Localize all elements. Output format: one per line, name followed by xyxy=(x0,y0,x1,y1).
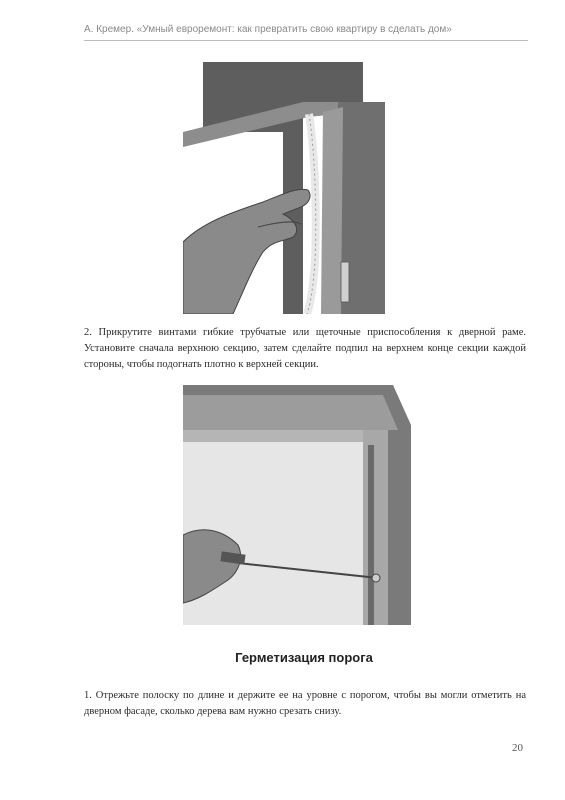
paragraph-step-2: 2. Прикрутите винтами гибкие трубчатые или щеточные приспособления к дверной раме. Установите сначала верхнюю секцию, затем сделайте подпил на верхнем конце секции каждой стороны, чтобы подогнать плотно к верхней секции. xyxy=(84,327,526,370)
door-strip-illustration xyxy=(183,62,385,314)
paragraph-threshold-step-1: 1. Отрежьте полоску по длине и держите ее на уровне с порогом, чтобы вы могли отметить на дверном фасаде, сколько дерева вам нужно срезать снизу. xyxy=(84,690,526,717)
figure-door-frame-screwdriver xyxy=(183,385,411,625)
running-header: А. Кремер. «Умный евроремонт: как превратить свою квартиру в сделать дом» xyxy=(84,24,452,35)
section-heading: Герметизация порога xyxy=(235,650,373,665)
header-rule xyxy=(84,40,528,41)
screwdriver-illustration xyxy=(183,385,411,625)
page-number: 20 xyxy=(512,742,523,754)
figure-door-strip xyxy=(183,62,385,314)
